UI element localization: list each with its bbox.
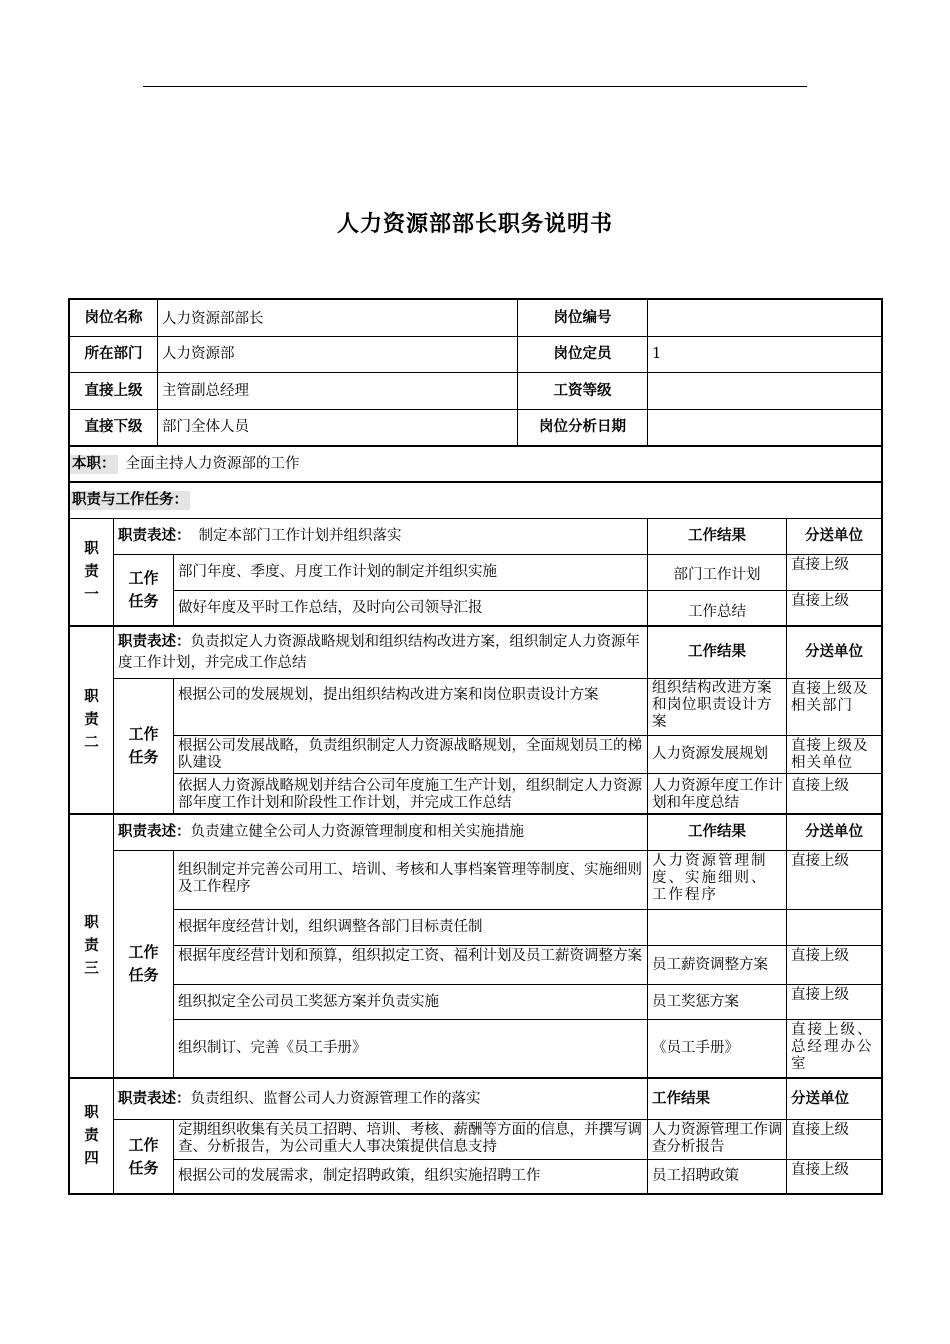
duty-3-task-1-send: 直接上级 (787, 851, 881, 910)
post-name-label: 岗位名称 (70, 300, 158, 337)
post-no-label: 岗位编号 (518, 300, 648, 337)
duty-2-task-2: 根据公司发展战略，负责组织制定人力资源战略规划，全面规划员工的梯队建设 (174, 736, 648, 774)
duty-2-task-label: 工作 任务 (114, 679, 174, 815)
duty-3-task-4-result: 员工奖惩方案 (648, 985, 787, 1020)
duties-title: 职责与工作任务： (72, 492, 188, 508)
quota-value: 1 (648, 337, 881, 373)
duty-3-task-1: 组织制定并完善公司用工、培训、考核和人事档案管理等制度、实施细则及工作程序 (174, 851, 648, 910)
duty-4-label: 职 责 四 (70, 1079, 114, 1193)
job-description-table (68, 298, 883, 1195)
subordinate-value: 部门全体人员 (158, 410, 518, 447)
duty-3-send-header: 分送单位 (787, 815, 881, 851)
duty-1-send-header: 分送单位 (787, 519, 881, 555)
page-title: 人力资源部部长职务说明书 (336, 212, 613, 237)
duty-1-task-2-result: 工作总结 (648, 591, 787, 627)
duty-4-task-1: 定期组织收集有关员工招聘、培训、考核、薪酬等方面的信息，并撰写调查、分析报告，为公司重大人事决策提供信息支持 (174, 1120, 648, 1160)
duty-4-task-2-send: 直接上级 (791, 1162, 849, 1178)
main-duty-label: 本职： (72, 455, 116, 472)
duty-3-task-2-result (648, 910, 787, 946)
duty-4-result-header: 工作结果 (648, 1079, 787, 1120)
salary-label: 工资等级 (518, 373, 648, 410)
duty-2-task-3: 依据人力资源战略规划并结合公司年度施工生产计划，组织制定人力资源部年度工作计划和阶段性工作计划，并完成工作总结 (174, 774, 648, 815)
duty-3-task-1-result: 人力资源管理制度、实施细则、工作程序 (648, 851, 787, 910)
duty-1-task-1: 部门年度、季度、月度工作计划的制定并组织实施 (174, 555, 648, 591)
duty-3-label: 职 责 三 (70, 815, 114, 1079)
post-name-value: 人力资源部部长 (158, 300, 518, 337)
main-duty-row (70, 447, 881, 483)
duty-4-task-1-send: 直接上级 (787, 1120, 881, 1160)
duty-4-send-header: 分送单位 (787, 1079, 881, 1120)
duty-2-task-3-result: 人力资源年度工作计划和年度总结 (648, 774, 787, 815)
subordinate-label: 直接下级 (70, 410, 158, 447)
duty-2-task-2-result: 人力资源发展规划 (648, 736, 787, 774)
header-rule (143, 86, 807, 87)
superior-value: 主管副总经理 (158, 373, 518, 410)
post-no-value (648, 300, 881, 337)
duty-2-task-1-send: 直接上级及相关部门 (787, 679, 881, 736)
main-duty-text: 全面主持人力资源部的工作 (125, 455, 300, 472)
duty-1-task-1-result: 部门工作计划 (648, 555, 787, 591)
duty-2-task-3-send: 直接上级 (787, 774, 881, 815)
date-value (648, 410, 881, 447)
duty-3-task-4: 组织拟定全公司员工奖惩方案并负责实施 (174, 985, 648, 1020)
duty-2-task-2-send: 直接上级及相关单位 (787, 736, 881, 774)
duty-2-task-1-result: 组织结构改进方案和岗位职责设计方案 (648, 679, 787, 736)
dept-label: 所在部门 (70, 337, 158, 373)
duty-4-task-2: 根据公司的发展需求，制定招聘政策，组织实施招聘工作 (174, 1160, 648, 1193)
duties-title-row (70, 483, 881, 519)
duty-3-task-label: 工作 任务 (114, 851, 174, 1079)
duty-3-task-2: 根据年度经营计划，组织调整各部门目标责任制 (174, 910, 648, 946)
duty-3-task-3-send: 直接上级 (787, 946, 881, 985)
dept-value: 人力资源部 (158, 337, 518, 373)
duty-3-task-5: 组织制订、完善《员工手册》 (174, 1020, 648, 1079)
date-label: 岗位分析日期 (518, 410, 648, 447)
duty-4-task-1-result: 人力资源管理工作调查分析报告 (648, 1120, 787, 1160)
superior-label: 直接上级 (70, 373, 158, 410)
duty-2-desc: 职责表述：负责拟定人力资源战略规划和组织结构改进方案，组织制定人力资源年度工作计划，并完成工作总结 (114, 627, 648, 679)
duty-2-result-header: 工作结果 (648, 627, 787, 679)
duty-3-result-header: 工作结果 (648, 815, 787, 851)
duty-1-result-header: 工作结果 (648, 519, 787, 555)
duty-1-task-1-send: 直接上级 (787, 555, 881, 591)
duty-3-desc: 职责表述： 负责建立健全公司人力资源管理制度和相关实施措施 (114, 815, 648, 851)
duty-4-task-2-result: 员工招聘政策 (648, 1160, 787, 1193)
duty-2-send-header: 分送单位 (787, 627, 881, 679)
duty-3-task-3: 根据年度经营计划和预算，组织拟定工资、福利计划及员工薪资调整方案 (174, 946, 648, 985)
duty-2-task-1: 根据公司的发展规划，提出组织结构改进方案和岗位职责设计方案 (174, 679, 648, 736)
duty-3-task-3-result: 员工薪资调整方案 (648, 946, 787, 985)
salary-value (648, 373, 881, 410)
duty-3-task-5-result: 《员工手册》 (648, 1020, 787, 1079)
duty-3-task-5-send: 直接上级、总经理办公室 (787, 1020, 881, 1079)
duty-4-task-label: 工作 任务 (114, 1120, 174, 1193)
duty-3-task-4-send: 直接上级 (787, 985, 881, 1020)
duty-4-desc: 职责表述： 负责组织、监督公司人力资源管理工作的落实 (114, 1079, 648, 1120)
duty-1-task-label: 工作 任务 (114, 555, 174, 627)
duty-2-label: 职 责 二 (70, 627, 114, 815)
duty-3-task-2-send (787, 910, 881, 946)
duty-1-label: 职 责 一 (70, 519, 114, 627)
duty-1-task-2-send: 直接上级 (787, 591, 881, 627)
duty-1-task-2: 做好年度及平时工作总结，及时向公司领导汇报 (174, 591, 648, 627)
duty-1-desc: 职责表述： 制定本部门工作计划并组织落实 (114, 519, 648, 555)
quota-label: 岗位定员 (518, 337, 648, 373)
